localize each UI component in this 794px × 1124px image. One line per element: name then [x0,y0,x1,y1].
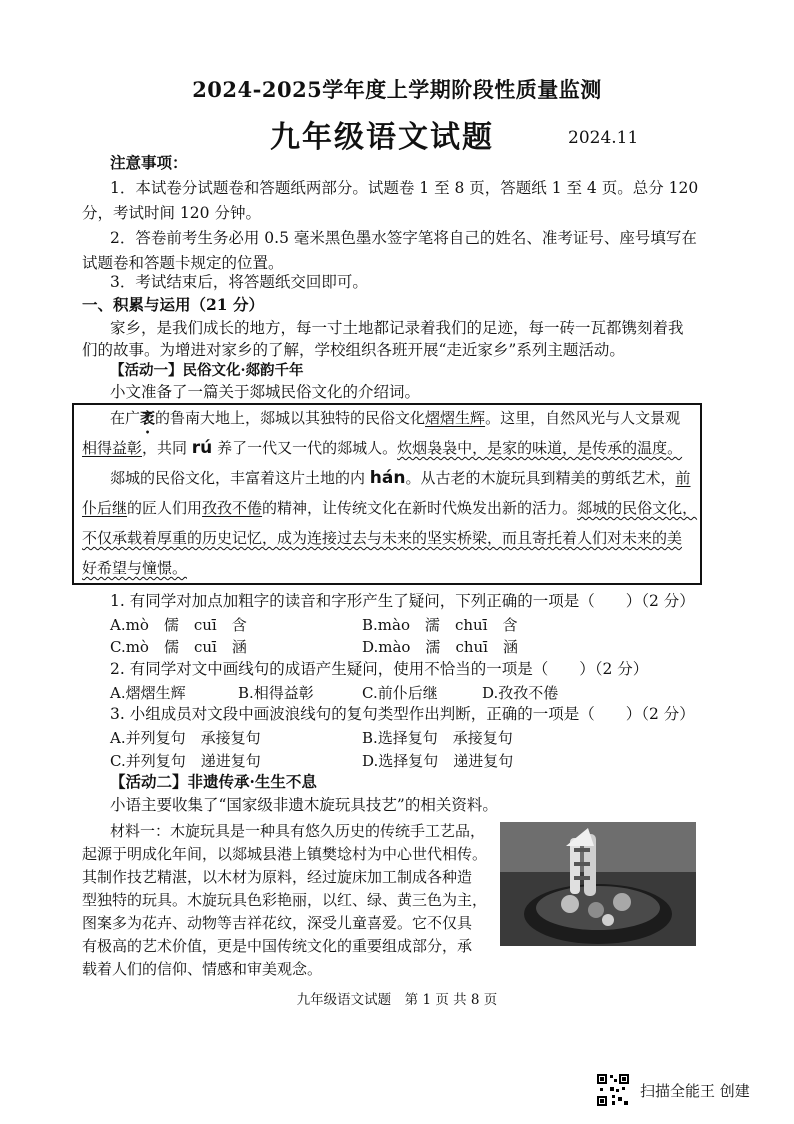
material1-line-6: 有极高的艺术价值，更是中国传统文化的重要组成部分，承 [82,937,473,955]
text: ，共同 [142,439,192,457]
material1-line-3: 其制作技艺精湛，以木材为原料，经过旋床加工制成各种造 [82,868,473,886]
underlined-idiom: 孜孜不倦 [202,499,263,517]
text: 。这里，自然风光与人文景观 [485,409,681,427]
dotted-char: 袤 [140,409,156,427]
q2-option-a[interactable]: A.熠熠生辉 [110,684,186,702]
section1-intro: 家乡，是我们成长的地方，每一寸土地都记录着我们的足迹，每一砖一瓦都镌刻着我 [110,319,684,337]
pinyin-blank: rú [191,438,213,458]
text: 郯城的民俗文化，丰富着这片土地的内 [110,469,370,487]
underlined-idiom: 仆后继 [82,499,128,517]
page-footer: 九年级语文试题 第 1 页 共 8 页 [296,992,498,1008]
q3-option-d[interactable]: D.选择复句 递进复句 [362,752,514,770]
q1-option-d[interactable]: D.mào 濡 chuī 涵 [362,638,518,656]
q3-option-b[interactable]: B.选择复句 承接复句 [362,729,513,747]
q1-option-c[interactable]: C.mò 儒 cuī 涵 [110,638,247,656]
text: 的匠人们用 [127,499,203,517]
wavy-sentence: 郯城的民俗文化， [577,499,698,517]
material1-line-4: 型独特的玩具。木旋玩具色彩艳丽，以红、绿、黄三色为主， [82,891,488,909]
material1-line-1: 材料一：木旋玩具是一种具有悠久历史的传统手工艺品， [110,822,486,840]
text: 养了一代又一代的郯城人。 [212,439,398,457]
q1-option-b[interactable]: B.mào 濡 chuī 含 [362,616,518,634]
pinyin-blank: hán [369,468,406,488]
passage-line-3 [110,468,691,488]
scanner-brand-label: 扫描全能王 创建 [640,1082,750,1100]
question-1: 1. 有同学对加点加粗字的读音和字形产生了疑问，下列正确的一项是（ ）（2 分） [110,592,695,610]
underlined-idiom: 熠熠生辉 [425,409,486,427]
text: 在广 [110,409,141,427]
wooden-toy-photo [500,822,696,946]
q2-option-b[interactable]: B.相得益彰 [238,684,314,702]
toy-photo-illustration [500,822,696,946]
q2-option-d[interactable]: D.孜孜不倦 [482,684,559,702]
question-3: 3. 小组成员对文段中画波浪线句的复句类型作出判断，正确的一项是（ ）（2 分） [110,705,695,723]
passage-line-2 [82,438,682,458]
notice-item-2-cont: 试题卷和答题卡规定的位置。 [82,254,284,272]
notice-item-1-cont: 分，考试时间 120 分钟。 [82,204,261,222]
q2-option-c[interactable]: C.前仆后继 [362,684,438,702]
exam-subtitle: 九年级语文试题 [270,120,494,155]
notice-item-1: 1．本试卷分试题卷和答题纸两部分。试题卷 1 至 8 页，答题纸 1 至 4 页。总分 120 [110,179,699,197]
wavy-sentence: 炊烟袅袅中，是家的味道，是传承的温度。 [397,439,683,457]
passage-line-1 [110,408,680,437]
material1-line-2: 起源于明成化年间，以郯城县港上镇樊埝村为中心世代相传。 [82,845,488,863]
activity2-intro: 小语主要收集了“国家级非遗木旋玩具技艺”的相关资料。 [110,796,498,814]
passage-line-6: 好希望与憧憬。 [82,559,188,577]
question-2: 2. 有同学对文中画线句的成语产生疑问，使用不恰当的一项是（ ）（2 分） [110,660,649,678]
passage-line-5: 不仅承载着厚重的历史记忆，成为连接过去与未来的坚实桥梁，而且寄托着人们对未来的美 [82,529,683,547]
text: 。从古老的木旋玩具到精美的剪纸艺术， [405,469,676,487]
passage-line-4 [82,498,697,518]
underlined-idiom: 前 [675,469,691,487]
text: 的鲁南大地上，郯城以其独特的民俗文化 [155,409,426,427]
material1-line-5: 图案多为花卉、动物等吉祥花纹，深受儿童喜爱。它不仅具 [82,914,473,932]
q3-option-c[interactable]: C.并列复句 递进复句 [110,752,261,770]
section1-intro-cont: 们的故事。为增进对家乡的了解，学校组织各班开展“走近家乡”系列主题活动。 [82,341,625,359]
text: 的精神，让传统文化在新时代焕发出新的活力。 [262,499,578,517]
activity2-heading: 【活动二】非遗传承·生生不息 [110,772,317,791]
notice-item-2: 2．答卷前考生务必用 0.5 毫米黑色墨水签字笔将自己的姓名、准考证号、座号填写在 [110,229,697,247]
exam-date: 2024.11 [568,128,639,148]
qr-code-icon [596,1073,630,1107]
activity1-heading: 【活动一】民俗文化·郯韵千年 [110,362,304,379]
q1-option-a[interactable]: A.mò 儒 cuī 含 [110,616,247,634]
underlined-idiom: 相得益彰 [82,439,143,457]
passage-box [72,403,702,585]
section1-heading: 一、积累与运用（21 分） [82,295,264,314]
q3-option-a[interactable]: A.并列复句 承接复句 [110,729,261,747]
notice-heading: 注意事项： [110,153,188,172]
material1-line-7: 载着人们的信仰、情感和审美观念。 [82,960,323,978]
activity1-intro: 小文准备了一篇关于郯城民俗文化的介绍词。 [110,383,421,401]
exam-title: 2024-2025学年度上学期阶段性质量监测 [192,77,602,102]
notice-item-3: 3．考试结束后，将答题纸交回即可。 [110,273,368,291]
